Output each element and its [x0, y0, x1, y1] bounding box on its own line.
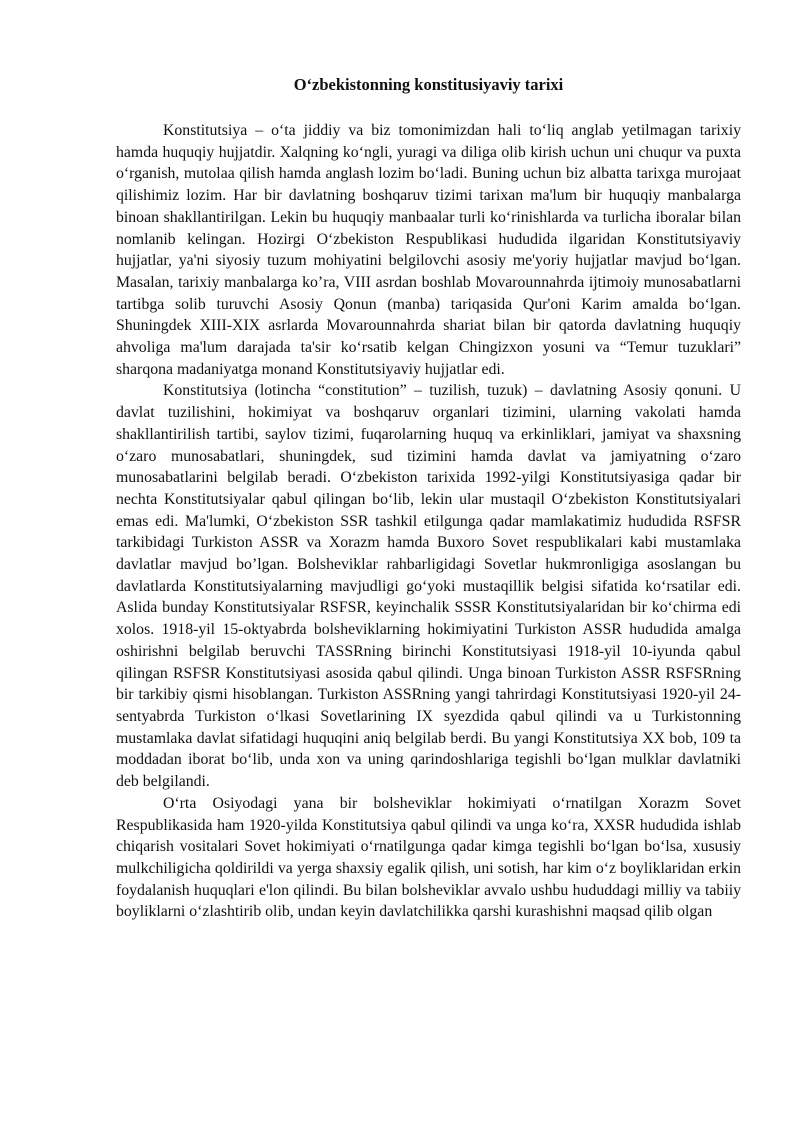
paragraph-3: O‘rta Osiyodagi yana bir bolsheviklar hokimiyati o‘rnatilgan Xorazm Sovet Respublikasida ham 1920-yilda Konstitutsiya qabul qilindi va unga ko‘ra, XXSR hududida ishlab chiqarish vositalari Sovet hokimiyati o‘rnatilgunga qadar kimga tegishli bo‘lgan bo‘lsa, xususiy mulkchiligicha qoldirildi va yerga shaxsiy egalik qilish, uni sotish, har kim o‘z boyliklaridan erkin foydalanish huquqlari e'lon qilindi. Bu bilan bolsheviklar avvalo ushbu hududdagi milliy va tabiiy boyliklarni o‘zlashtirib olib, undan keyin davlatchilikka qarshi kurashishni maqsad qilib olgan	[116, 794, 741, 921]
document-page	[116, 74, 741, 923]
document-title: O‘zbekistonning konstitusiyaviy tarixi	[293, 75, 564, 94]
paragraph-2: Konstitutsiya (lotincha “constitution” – tuzilish, tuzuk) – davlatning Asosiy qonuni. U davlat tuzilishini, hokimiyat va boshqaruv organlari tizimini, ularning vakolati hamda shakllantirilish tartibi, saylov tizimi, fuqarolarning huquq va erkinliklari, jamiyat va shaxsning o‘zaro munosabatlari, shuningdek, sud tizimini hamda davlat va jamiyatning o‘zaro munosabatlarini belgilab beradi. O‘zbekiston tarixida 1992-yilgi Konstitutsiyasiga qadar bir nechta Konstitutsiyalar qabul qilingan bo‘lib, lekin ular mustaqil O‘zbekiston Konstitutsiyalari emas edi. Ma'lumki, O‘zbekiston SSR tashkil etilgunga qadar mamlakatimiz hududida RSFSR tarkibidagi Turkiston ASSR va Xorazm hamda Buxoro Sovet respublikalari kabi mustamlaka davlatlar mavjud bo’lgan. Bolsheviklar rahbarligidagi Sovetlar hukmronligiga asoslangan bu davlatlarda Konstitutsiyalarning mavjudligi go‘yoki mustaqillik belgisi sifatida ko‘rsatilar edi. Aslida bunday Konstitutsiyalar RSFSR, keyinchalik SSSR Konstitutsiyalaridan bir ko‘chirma edi xolos. 1918-yil 15-oktyabrda bolsheviklarning hokimiyatini Turkiston ASSR hududida amalga oshirishni belgilab beruvchi TASSRning birinchi Konstitutsiyasi 1918-yil 10-iyunda qabul qilingan RSFSR Konstitutsiyasi asosida qabul qilindi. Unga binoan Turkiston ASSR RSFSRning bir tarkibiy qismi hisoblangan. Turkiston ASSRning yangi tahrirdagi Konstitutsiyasi 1920-yil 24-sentyabrda Turkiston o‘lkasi Sovetlarining IX syezdida qabul qilindi va u Turkistonning mustamlaka davlat sifatidagi huquqini aniq belgilab berdi. Bu yangi Konstitutsiya XX bob, 109 ta moddadan iborat bo‘lib, unda xon va uning qarindoshlariga tegishli bo‘lgan mulklar davlatniki deb belgilandi.	[116, 382, 741, 791]
paragraph-1: Konstitutsiya – o‘ta jiddiy va biz tomonimizdan hali to‘liq anglab yetilmagan tarixiy hamda huquqiy hujjatdir. Xalqning ko‘ngli, yuragi va diliga olib kirish uchun uni chuqur va puxta o‘rganish, mutolaa qilish hamda anglash lozim bo‘ladi. Buning uchun biz albatta tarixga murojaat qilishimiz lozim. Har bir davlatning boshqaruv tizimi tarixan ma'lum bir huquqiy manbalarga binoan shakllantirilgan. Lekin bu huquqiy manbaalar turli ko‘rinishlarda va turlicha iboralar bilan nomlanib kelingan. Hozirgi O‘zbekiston Respublikasi hududida ilgaridan Konstitutsiyaviy hujjatlar, ya'ni siyosiy tuzum mohiyatini belgilovchi asosiy me'yoriy hujjatlar mavjud bo‘lgan. Masalan, tarixiy manbalarga ko’ra, VIII asrdan boshlab Movarounnahrda ijtimoiy munosabatlarni tartibga solib turuvchi Asosiy Qonun (manba) tariqasida Qur'oni Karim amalda bo‘lgan. Shuningdek XIII-XIX asrlarda Movarounnahrda shariat bilan bir qatorda davlatning huquqiy ahvoliga ma'lum darajada ta'sir ko‘rsatib kelgan Chingizxon yosuni va “Temur tuzuklari” sharqona madaniyatga monand Konstitutsiyaviy hujjatlar edi.	[116, 122, 741, 378]
